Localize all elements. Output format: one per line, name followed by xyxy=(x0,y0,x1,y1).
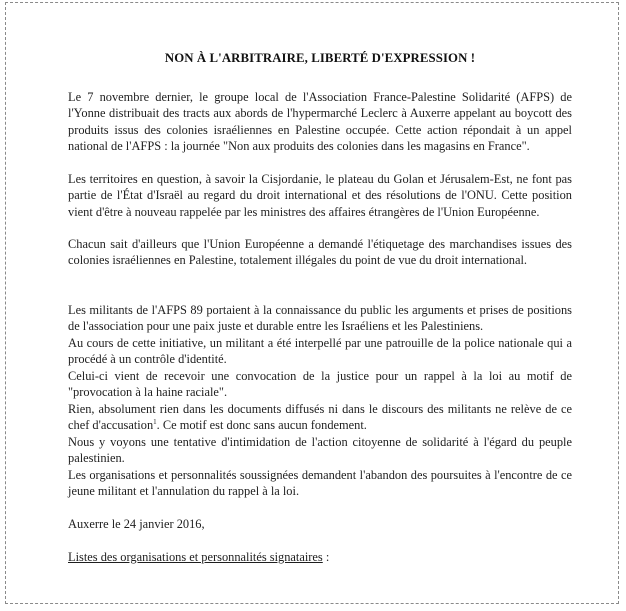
paragraph-interpellation: Au cours de cette initiative, un militant a été interpellé par une patrouille de la police nationale qui a procédé à un contrôle d'identité. xyxy=(68,336,572,367)
accusation-text: Rien, absolument rien dans les documents diffusés ni dans le discours des militants ne relève de ce chef d'accusation xyxy=(68,402,572,433)
paragraph-eu-labeling: Chacun sait d'ailleurs que l'Union Européenne a demandé l'étiquetage des marchandises issues des colonies israéliennes en Palestine, totalement illégales du point de vue du droit international. xyxy=(68,237,572,268)
signatories-suffix: : xyxy=(322,550,330,564)
paragraph-militants: Les militants de l'AFPS 89 portaient à la connaissance du public les arguments et prises de positions de l'association pour une paix juste et durable entre les Israéliens et les Palestiniens. xyxy=(68,303,572,334)
document-title: NON À L'ARBITRAIRE, LIBERTÉ D'EXPRESSION ! xyxy=(164,51,476,65)
date-line: Auxerre le 24 janvier 2016, xyxy=(68,517,205,531)
accusation-text-after: . Ce motif est donc sans aucun fondement. xyxy=(156,418,367,433)
paragraph-intro: Le 7 novembre dernier, le groupe local de l'Association France-Palestine Solidarité (AFPS) de l'Yonne distribuait des tracts aux abords de l'hypermarché Leclerc à Auxerre appelant au boycott des produits issus des colonies israéliennes en Palestine occupée. Cette action répondait à un appel national de l'AFPS : la journée "Non aux produits des colonies dans les magasins en France". xyxy=(68,90,572,154)
signatories-link: Listes des organisations et personnalités signataires xyxy=(68,550,323,564)
signatories-heading xyxy=(68,549,572,565)
paragraph-demand: Les organisations et personnalités soussignées demandent l'abandon des poursuites à l'encontre de ce jeune militant et l'annulation du rappel à la loi. xyxy=(68,468,572,499)
paragraph-territories: Les territoires en question, à savoir la Cisjordanie, le plateau du Golan et Jérusalem-Est, ne font pas partie de l'État d'Israël au regard du droit international et des résolutions de l'ONU. Cette position vient d'être à nouveau rappelée par les ministres des affaires étrangères de l'Union Européenne. xyxy=(68,172,572,219)
paragraph-intimidation: Nous y voyons une tentative d'intimidation de l'action citoyenne de solidarité à l'égard du peuple palestinien. xyxy=(68,435,572,466)
footnote-mark[interactable]: 1 xyxy=(153,418,157,427)
paragraph-convocation: Celui-ci vient de recevoir une convocation de la justice pour un rappel à la loi au motif de "provocation à la haine raciale". xyxy=(68,369,572,400)
paragraph-accusation xyxy=(68,401,572,434)
